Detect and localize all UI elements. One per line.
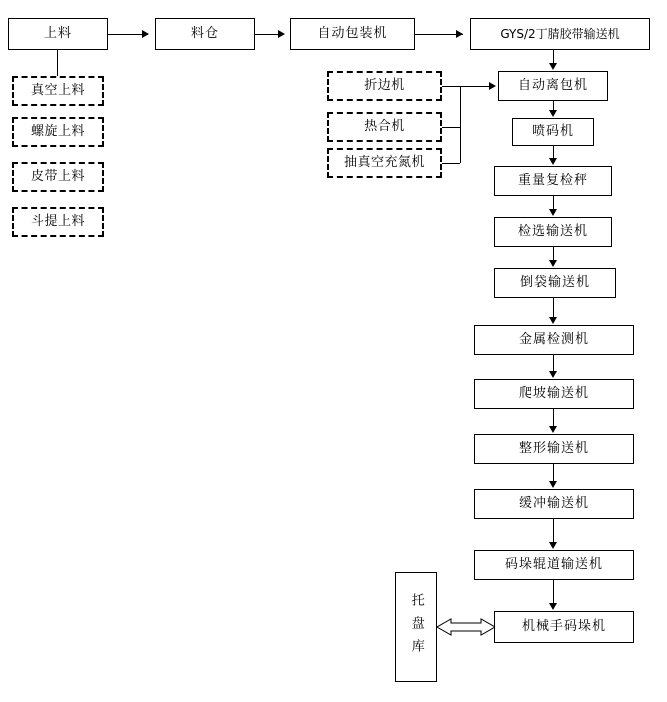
arrow-jinshu-papo — [549, 371, 557, 378]
node-zhengxing: 整形输送机 — [474, 434, 634, 464]
arrow-zhebianji-libaoji — [489, 82, 496, 90]
connector-baozhuangji-gys2-head — [456, 30, 463, 38]
node-liaocang: 料仓 — [155, 18, 255, 50]
connector-jinshu-papo — [553, 355, 554, 372]
node-shangliao: 上料 — [8, 18, 108, 50]
arrow-zhengxing-huanchong — [549, 481, 557, 488]
node-jixieshou: 机械手码垛机 — [494, 611, 634, 643]
connector-jianxuan-daodai — [553, 247, 554, 261]
connector-chengzhong-jianxuan — [553, 196, 554, 210]
node-tuopanku: 托盘库 — [395, 572, 437, 682]
arrow-gys2-libaoji — [549, 63, 557, 70]
node-daodai: 倒袋输送机 — [494, 268, 616, 298]
connector-group-spine — [460, 86, 461, 128]
connector-reheji-spine — [442, 127, 460, 128]
arrow-papo-zhengxing — [549, 426, 557, 433]
connector-zhengxing-huanchong — [553, 464, 554, 482]
connector-group-spine2 — [460, 127, 461, 163]
node-huanchong: 缓冲输送机 — [474, 489, 634, 519]
arrow-daodai-jinshu — [549, 317, 557, 324]
node-papo: 爬坡输送机 — [474, 379, 634, 409]
node-zidongbaozhuangji: 自动包装机 — [290, 18, 415, 50]
node-gys2: GYS/2丁腈胶带输送机 — [470, 18, 650, 50]
connector-liaocang-baozhuangji-head — [278, 30, 285, 38]
node-reheji: 热合机 — [327, 112, 442, 142]
connector-maduo-jixieshou — [553, 580, 554, 604]
node-jinshu: 金属检测机 — [474, 325, 634, 355]
node-penmaji: 喷码机 — [512, 118, 594, 146]
connector-daodai-jinshu — [553, 298, 554, 318]
node-zhongliangfujianchen: 重量复检秤 — [494, 166, 612, 196]
node-pidai: 皮带上料 — [12, 162, 104, 192]
connector-zhebianji-libaoji — [442, 86, 492, 87]
node-luoxuan: 螺旋上料 — [12, 117, 104, 147]
connector-shangliao-liaocang-head — [142, 30, 149, 38]
arrow-chengzhong-jianxuan — [549, 209, 557, 216]
node-zhebianji: 折边机 — [327, 71, 442, 101]
node-zidonglibaoji: 自动离包机 — [498, 71, 608, 101]
arrow-jianxuan-daodai — [549, 260, 557, 267]
connector-tuopanku-jixieshou — [437, 617, 495, 641]
arrow-huanchong-maduo — [549, 542, 557, 549]
arrow-libaoji-penmaji — [549, 110, 557, 117]
node-chouzhenkong: 抽真空充氮机 — [327, 148, 442, 178]
connector-papo-zhengxing — [553, 409, 554, 427]
node-maduogundao: 码垛辊道输送机 — [474, 550, 634, 580]
connector-chouzhenkong-spine — [442, 163, 460, 164]
connector-huanchong-maduo — [553, 519, 554, 543]
arrow-penmaji-chengzhong — [549, 158, 557, 165]
connector-shangliao-branch-spine — [57, 50, 58, 76]
node-zhenkong: 真空上料 — [12, 76, 104, 106]
arrow-maduo-jixieshou — [549, 603, 557, 610]
node-jianxuan: 检选输送机 — [494, 217, 612, 247]
connector-gys2-libaoji — [553, 50, 554, 64]
node-douti: 斗提上料 — [12, 207, 104, 237]
